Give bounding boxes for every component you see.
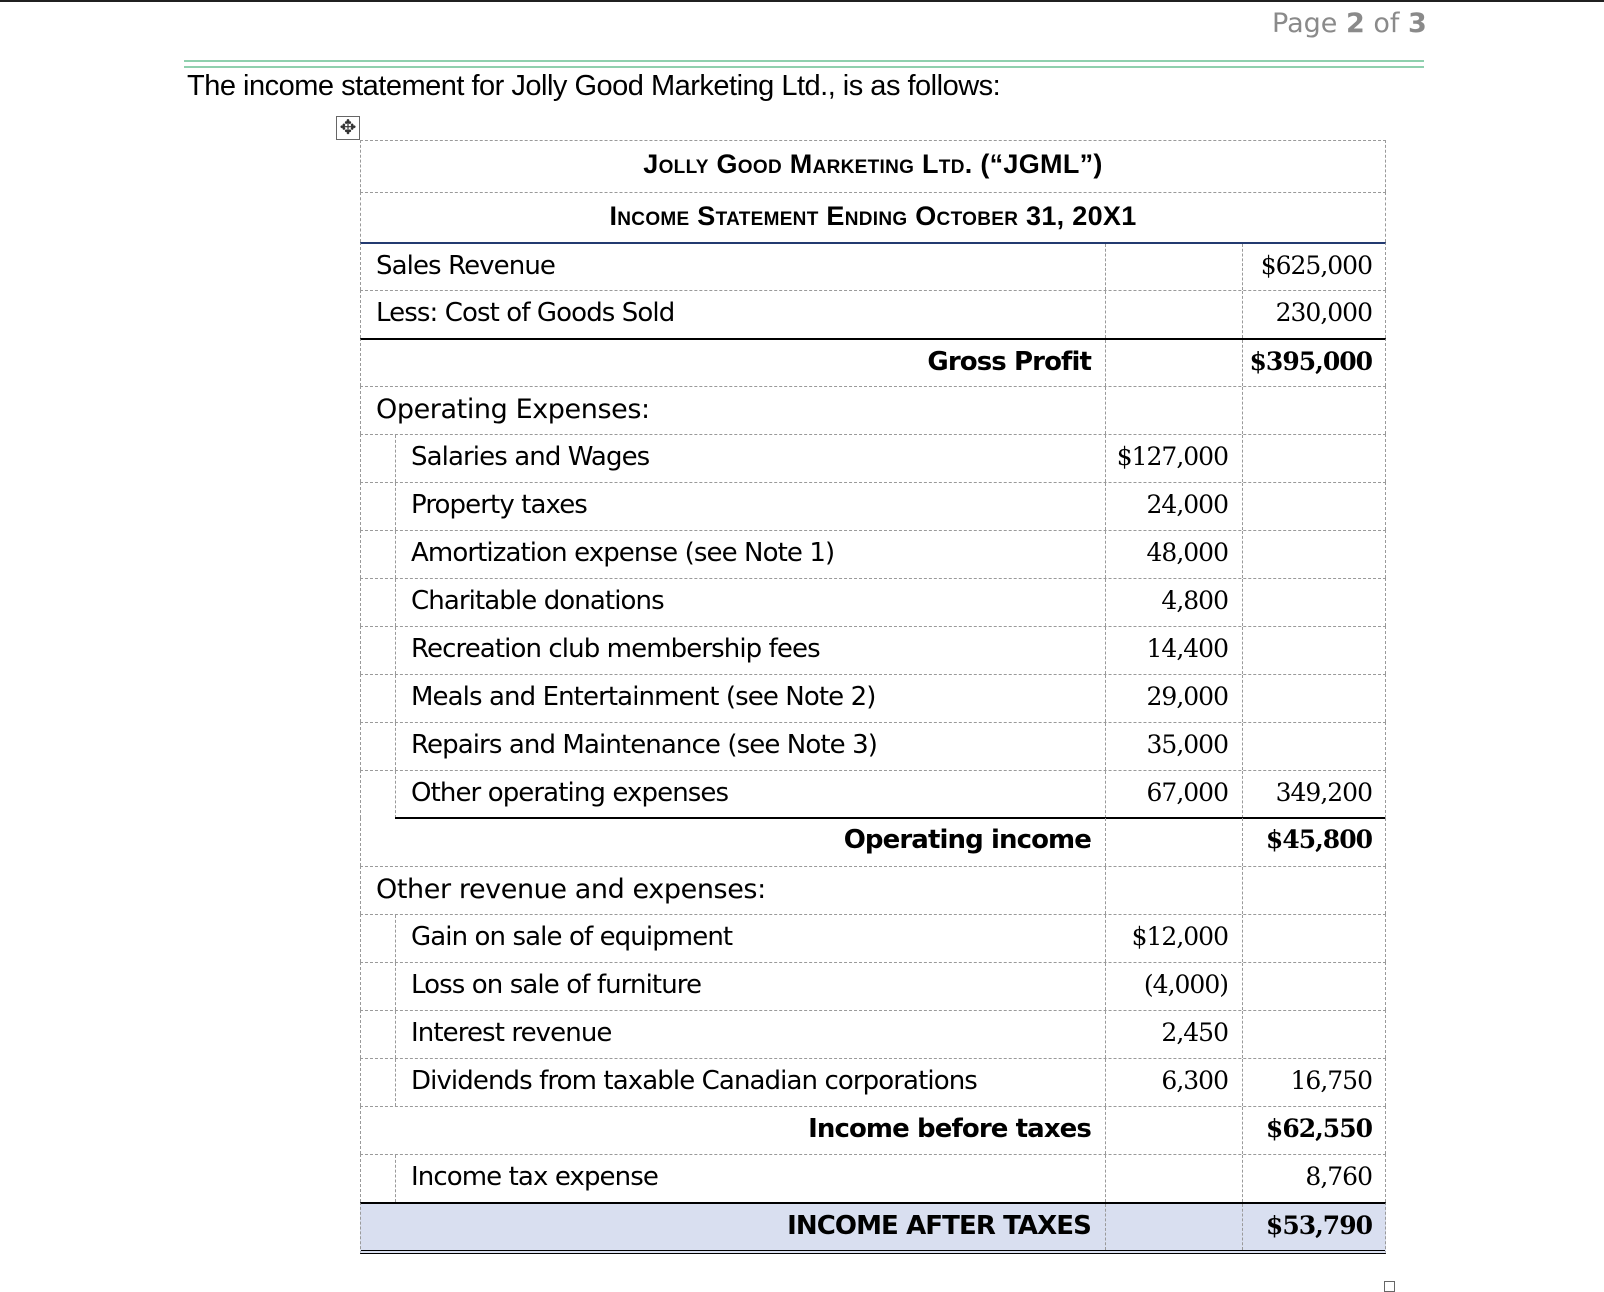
company-name-row — [360, 140, 1386, 192]
page-indicator — [1272, 8, 1427, 39]
other-item-amount: $12,000 — [1131, 922, 1228, 951]
page-label: Page — [1272, 8, 1338, 39]
opex-label: Other operating expenses — [411, 778, 729, 808]
page-total: 3 — [1407, 8, 1427, 39]
opex-row — [360, 770, 1386, 818]
other-item-label: Loss on sale of furniture — [411, 970, 702, 1000]
other-item-row — [360, 914, 1386, 962]
opex-row — [360, 626, 1386, 674]
operating-income-label: Operating income — [843, 825, 1091, 855]
income-before-taxes-value: $62,550 — [1265, 1114, 1372, 1143]
opex-total: 349,200 — [1275, 778, 1372, 807]
other-item-label: Interest revenue — [411, 1018, 612, 1048]
sales-revenue-value: $625,000 — [1260, 251, 1372, 280]
sales-revenue-row — [360, 242, 1386, 290]
opex-label: Recreation club membership fees — [411, 634, 820, 664]
opex-row — [360, 530, 1386, 578]
page-current: 2 — [1345, 8, 1365, 39]
opex-amount: 48,000 — [1146, 538, 1228, 567]
operating-income-value: $45,800 — [1265, 825, 1372, 854]
other-item-row — [360, 962, 1386, 1010]
opex-row — [360, 722, 1386, 770]
income-after-taxes-row — [360, 1202, 1386, 1254]
sales-revenue-label: Sales Revenue — [376, 251, 555, 281]
opex-amount: 29,000 — [1146, 682, 1228, 711]
statement-title-row — [360, 192, 1386, 242]
operating-expenses-heading-row — [360, 386, 1386, 434]
opex-label: Repairs and Maintenance (see Note 3) — [411, 730, 877, 760]
operating-expenses-heading: Operating Expenses: — [376, 394, 650, 425]
income-before-taxes-label: Income before taxes — [808, 1114, 1091, 1144]
opex-label: Property taxes — [411, 490, 587, 520]
opex-label: Salaries and Wages — [411, 442, 650, 472]
top-border-line — [0, 0, 1604, 2]
cogs-label: Less: Cost of Goods Sold — [376, 298, 675, 328]
opex-row — [360, 674, 1386, 722]
opex-amount: 35,000 — [1146, 730, 1228, 759]
other-item-label: Gain on sale of equipment — [411, 922, 733, 952]
gross-profit-row — [360, 338, 1386, 386]
header-divider — [184, 60, 1424, 68]
cogs-row — [360, 290, 1386, 338]
other-item-label: Dividends from taxable Canadian corporations — [411, 1066, 977, 1096]
other-revenue-heading-row — [360, 866, 1386, 914]
intro-text: The income statement for Jolly Good Marketing Ltd., is as follows: — [187, 70, 1001, 102]
operating-income-row — [360, 818, 1386, 866]
income-after-taxes-label: INCOME AFTER TAXES — [787, 1211, 1091, 1241]
statement-title: Income Statement Ending October 31, 20X1 — [609, 201, 1137, 231]
opex-amount: 14,400 — [1146, 634, 1228, 663]
table-move-handle-icon[interactable]: ✥ — [336, 116, 360, 140]
income-tax-value: 8,760 — [1305, 1162, 1372, 1191]
company-name: Jolly Good Marketing Ltd. (“JGML”) — [643, 149, 1103, 179]
page-of: of — [1373, 8, 1400, 39]
opex-label: Amortization expense (see Note 1) — [411, 538, 835, 568]
gross-profit-label: Gross Profit — [927, 347, 1091, 377]
income-tax-row — [360, 1154, 1386, 1202]
opex-amount: 67,000 — [1146, 778, 1228, 807]
other-item-amount: 6,300 — [1161, 1066, 1228, 1095]
other-item-amount: 2,450 — [1161, 1018, 1228, 1047]
opex-amount: 4,800 — [1161, 586, 1228, 615]
other-revenue-heading: Other revenue and expenses: — [376, 874, 766, 905]
opex-row — [360, 578, 1386, 626]
other-item-row — [360, 1010, 1386, 1058]
gross-profit-value: $395,000 — [1249, 347, 1372, 376]
income-after-taxes-value: $53,790 — [1265, 1211, 1372, 1240]
table-resize-handle[interactable] — [1384, 1281, 1395, 1292]
other-item-amount: (4,000) — [1143, 970, 1228, 999]
income-tax-label: Income tax expense — [411, 1162, 658, 1192]
income-before-taxes-row — [360, 1106, 1386, 1154]
opex-amount: 24,000 — [1146, 490, 1228, 519]
income-statement-table — [360, 140, 1386, 1285]
opex-amount: $127,000 — [1116, 442, 1228, 471]
other-item-row — [360, 1058, 1386, 1106]
opex-row — [360, 482, 1386, 530]
opex-label: Meals and Entertainment (see Note 2) — [411, 682, 876, 712]
other-items-total: 16,750 — [1290, 1066, 1372, 1095]
cogs-value: 230,000 — [1275, 298, 1372, 327]
opex-label: Charitable donations — [411, 586, 664, 616]
opex-row — [360, 434, 1386, 482]
